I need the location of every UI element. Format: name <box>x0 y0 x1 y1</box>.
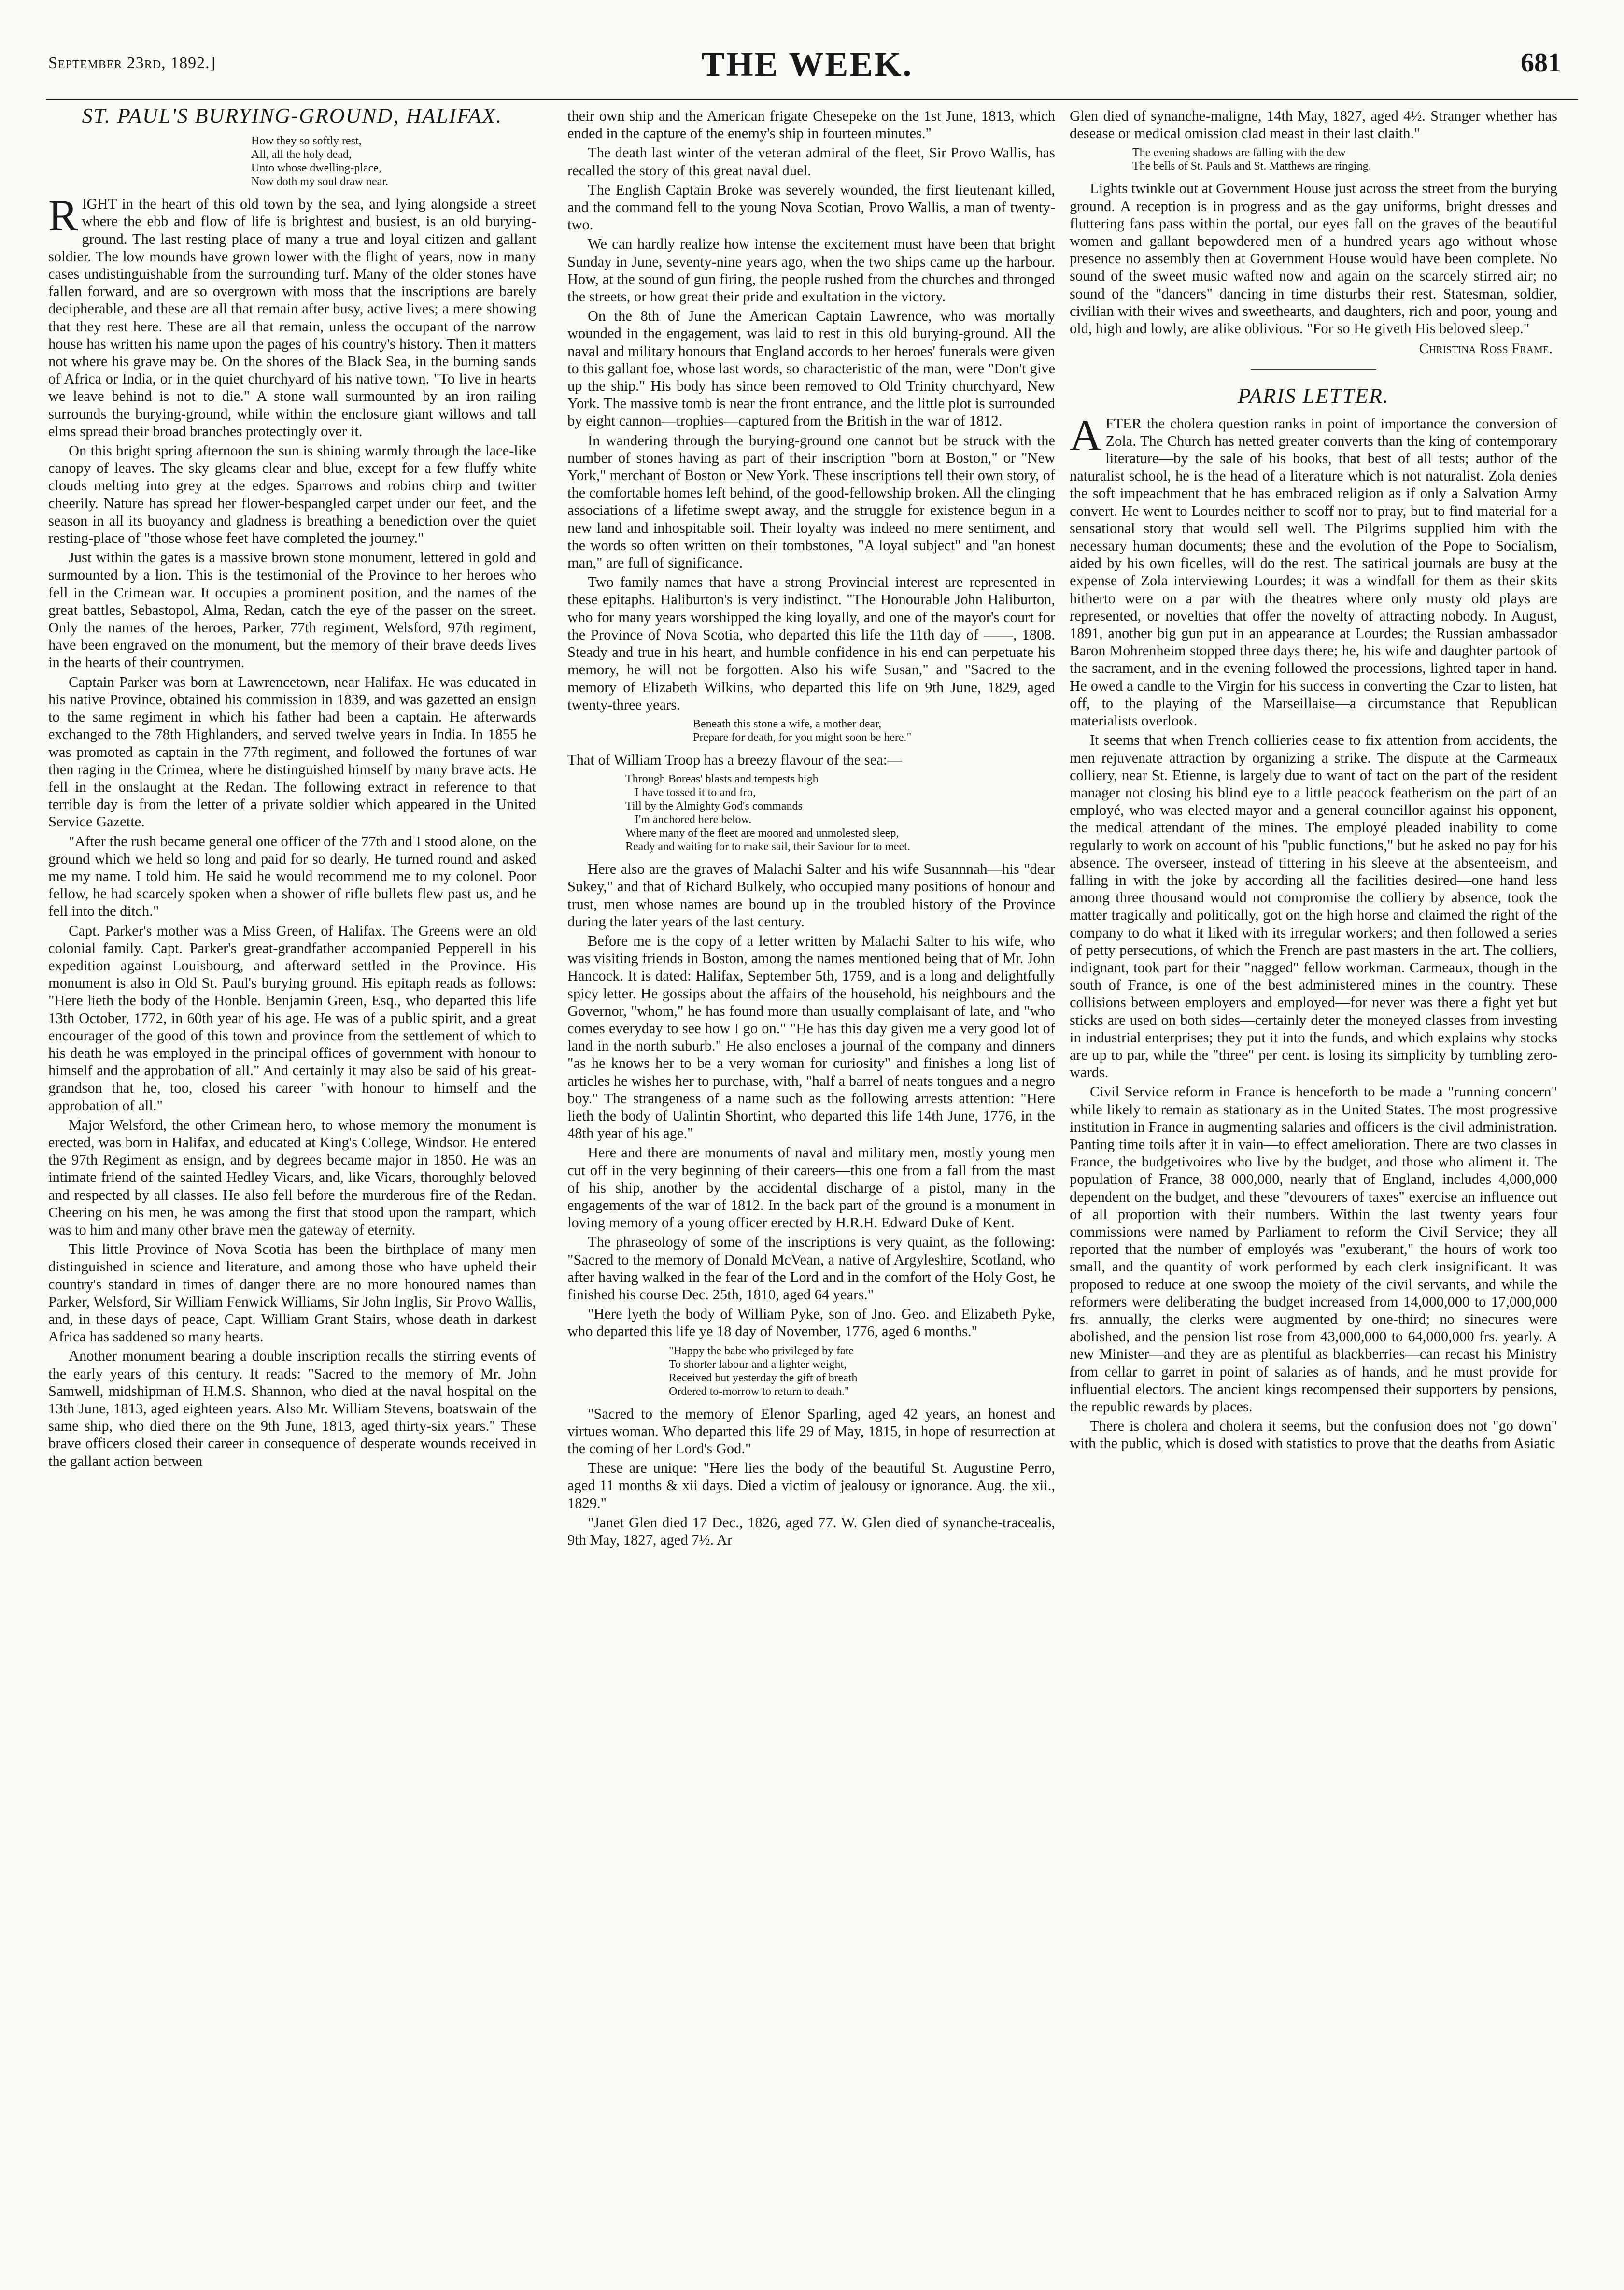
article-title: ST. PAUL'S BURYING-GROUND, HALIFAX. <box>82 107 503 128</box>
paragraph: The phraseology of some of the inscriptions is very quaint, as the following: "Sacred to the memory of Donald McVean, a native of Argyleshire, Scotland, who after having walked in the fear of the Lord and in the comfort of the Holy Gost, he finished his course Dec. 25th, 1810, aged 64 years." <box>567 1234 1055 1303</box>
paragraph: Just within the gates is a massive brown stone monument, lettered in gold and surmounted by a lion. This is the testimonial of the Province to her heroes who fell in the Crimean war. It occupies a prominent position, and the names of the great battles, Sebastopol, Alma, Redan, catch the eye of the passer on the street. Only the names of the heroes, Parker, 77th regiment, Welsford, 97th regiment, have been engraved on the monument, but the memory of their brave deeds lives in the hearts of their countrymen. <box>48 549 536 671</box>
page-number: 681 <box>1521 48 1561 78</box>
paragraph: RIGHT in the heart of this old town by the sea, and lying alongside a street where the ebb and flow of life is brightest and busiest, is an old burying-ground. The last resting place of many a true and loyal citizen and gallant soldier. The low mounds have grown lower with the flight of years, now in many cases undistinguishable from the surrounding turf. Many of the older stones have fallen forward, and are so overgrown with moss that the inscriptions are barely decipherable, and these are all that remain after busy, active lives; a mere showing that they rest here. These are all that remain, unless the occupant of the narrow house has written his name upon the pages of his country's history. Then it matters not where his grave may be. On the shores of the Black Sea, in the burning sands of Africa or India, or in the quiet churchyard of his native town. "To live in hearts we leave behind is not to die." A stone wall surmounted by an iron railing surrounds the burying-ground, while within the enclosure giant willows and tall elms spread their broad branches protectingly over it. <box>48 191 536 440</box>
epitaph-verse <box>669 1344 1055 1398</box>
page-header <box>48 44 1566 102</box>
drop-cap: A <box>1070 410 1102 460</box>
masthead-title: THE WEEK. <box>701 45 913 84</box>
paragraph: Capt. Parker's mother was a Miss Green, of Halifax. The Greens were an old colonial family. Capt. Parker's great-grandfather accompanied Pepperell in his expedition against Louisbourg, and afterward settled in the Province. His monument is also in Old St. Paul's burying ground. His epitaph reads as follows: "Here lieth the body of the Honble. Benjamin Green, Esq., who departed this life 13th October, 1772, in 60th year of his age. He was of a public spirit, and a great encourager of the good of this town and province from the settlement of which to his death he was employed in the principal offices of government with honour to himself and the approbation of all." And certainly it may also be said of his great-grandson that he, too, closed his career "with honour to himself and the approbation of all." <box>48 922 536 1114</box>
paragraph: Here and there are monuments of naval and military men, mostly young men cut off in the very beginning of their careers—this one from a fall from the mast of his ship, another by the accidental discharge of a pistol, many in the engagements of the war of 1812. In the back part of the ground is a monument in loving memory of a young officer erected by H.R.H. Edward Duke of Kent. <box>567 1144 1055 1231</box>
verse-line: Where many of the fleet are moored and unmolested sleep, <box>625 827 899 840</box>
column-3 <box>1070 107 1557 2252</box>
paragraph: There is cholera and cholera it seems, but the confusion does not "go down" with the public, which is dosed with statistics to prove that the deaths from Asiatic <box>1070 1418 1557 1452</box>
verse-line: I have tossed it to and fro, <box>635 786 756 799</box>
verse-line: Ordered to-morrow to return to death." <box>669 1385 849 1398</box>
column-1 <box>48 107 536 2252</box>
paragraph: "Here lyeth the body of William Pyke, son of Jno. Geo. and Elizabeth Pyke, who departed this life ye 18 day of November, 1776, aged 6 months." <box>567 1306 1055 1340</box>
paragraph: The English Captain Broke was severely wounded, the first lieutenant killed, and the command fell to the young Nova Scotian, Provo Wallis, a man of twenty-two. <box>567 181 1055 233</box>
paragraph: Civil Service reform in France is henceforth to be made a "running concern" while likely to remain as stationary as in the United States. The most progressive institution in France in augmenting salaries and officers is the civil administration. Panting time toils after it in vain—to effect amelioration. There are two classes in France, the budgetivoires who live by the budget, and those who aliment it. The population of France, 38 000,000, nearly that of England, includes 4,000,000 dependent on the budget, and these "devourers of taxes" exercise an influence out of all proportion with their numbers. Within the last twenty years four commissions were named by Parliament to reform the Civil Service; they all reported that the number of employés was "exuberant," the hours of work too small, and the quantity of work performed by each clerk insignificant. It was proposed to reduce at one swoop the moiety of the civil servants, and while the reformers were deliberating the budget increased from 14,000,000 to 17,000,000 frs. annually, the clerks were augmented by one-third; no sinecures were abolished, and the pension list rose from 43,000,000 to 64,000,000 frs. yearly. A new Minister—and they are as plentiful as blackberries—can recast his Ministry from cellar to garret in point of salaries as of hands, and he must provide for influential electors. The ancient kings recompensed their supporters by pensions, the republic rewards by places. <box>1070 1083 1557 1415</box>
verse-line: Beneath this stone a wife, a mother dear, <box>693 717 882 730</box>
verse-line: Ready and waiting for to make sail, their Saviour for to meet. <box>625 840 910 853</box>
paragraph: Captain Parker was born at Lawrencetown, near Halifax. He was educated in his native Province, obtained his commission in 1839, and was gazetted an ensign to the same regiment in which his father had been a captain. He afterwards exchanged to the 78th Highlanders, and served twelve years in India. In 1855 he was promoted as captain in the 77th regiment, and followed the fortunes of war then raging in the Crimea, where he distinguished himself by many brave acts. He fell in the onslaught at the Redan. The following extract in reference to that terrible day is from the letter of a private soldier which appeared in the United Service Gazette. <box>48 673 536 830</box>
verse-line: The evening shadows are falling with the dew <box>1132 146 1346 159</box>
issue-date: September 23rd, 1892.] <box>48 54 216 72</box>
paragraph: "After the rush became general one officer of the 77th and I stood alone, on the ground which we held so long and paid for so dearly. He turned round and asked me my name. I told him. He said he would recommend me to my colonel. Poor fellow, he had scarcely spoken when a shower of rifle bullets flew past us, and he fell into the ditch." <box>48 833 536 920</box>
paragraph: On the 8th of June the American Captain Lawrence, who was mortally wounded in the engagement, was laid to rest in this old burying-ground. All the naval and military honours that England accords to her heroes' funerals were given to this gallant foe, whose last words, so characteristic of the man, were "Don't give up the ship." His body has since been removed to Old Trinity churchyard, New York. The massive tomb is near the front entrance, and the little plot is surrounded by eight cannon—trophies—captured from the British in the war of 1812. <box>567 308 1055 429</box>
epitaph-verse <box>693 717 1055 744</box>
paragraph: In wandering through the burying-ground one cannot but be struck with the number of stones having as part of their inscription "born at Boston," or "New York," merchant of Boston or New York. These inscriptions tell their own story, of the comfortable homes left behind, of the good-fellowship broken. All the clinging associations of a lifetime swept away, and the struggle for existence begun in a new land and inhospitable soil. Their loyalty was indeed no mere sentiment, and the words so often written on their tombstones, "A loyal subject" and "an honest man," are full of significance. <box>567 432 1055 571</box>
verse-line: Received but yesterday the gift of breath <box>669 1371 858 1384</box>
paragraph: That of William Troop has a breezy flavour of the sea:— <box>567 751 902 768</box>
paragraph: Two family names that have a strong Provincial interest are represented in these epitaphs. Haliburton's is very indistinct. "The Honourable John Haliburton, who for many years worshipped the king loyally, and one of the mayor's court for the Province of Nova Scotia, who departed this life the 11th day of ——, 1808. Steady and true in his heart, and humble confidence in his end can perpetuate his memory, he will not be forgotten. Also his wife Susan," and "Sacred to the memory of Elizabeth Wilkins, who departed this life on 9th June, 1829, aged twenty-three years. <box>567 574 1055 713</box>
author-signature: Christina Ross Frame. <box>1419 341 1553 357</box>
article-separator <box>1251 369 1376 370</box>
paragraph: We can hardly realize how intense the excitement must have been that bright Sunday in June, seventy-nine years ago, when the two ships came up the harbour. How, at the sound of gun firing, the people rushed from the churches and thronged the streets, or how great their pride and exultation in the victory. <box>567 236 1055 305</box>
paragraph: This little Province of Nova Scotia has been the birthplace of many men distinguished in science and literature, and among those who have upheld their country's standard in times of danger there are no more honoured names than Parker, Welsford, Sir William Fenwick Williams, Sir John Inglis, Sir Provo Wallis, and, in these days of peace, Capt. William Grant Stairs, whose death in darkest Africa has saddened so many hearts. <box>48 1241 536 1345</box>
drop-cap: R <box>48 191 78 241</box>
paragraph: Glen died of synanche-maligne, 14th May, 1827, aged 4½. Stranger whether has desease or medical omission clad meast in their last claith." <box>1070 108 1557 142</box>
paragraph: "Janet Glen died 17 Dec., 1826, aged 77. W. Glen died of synanche-tracealis, 9th May, 1827, aged 7½. Ar <box>567 1514 1055 1549</box>
paragraph: These are unique: "Here lies the body of the beautiful St. Augustine Perro, aged 11 months & xii days. Died a victim of jealousy or ignorance. Aug. the xii., 1829." <box>567 1460 1055 1511</box>
paragraph: their own ship and the American frigate Chesepeke on the 1st June, 1813, which ended in the capture of the enemy's ship in fourteen minutes." <box>567 108 1055 142</box>
paragraph: Lights twinkle out at Government House just across the street from the burying ground. A reception is in progress and as the gay uniforms, bright dresses and fluttering fans pass within the portal, our eyes fall on the graves of the beautiful women and gallant bepowdered men of a hundred years ago without whose presence no assembly then at Government House would have been complete. No sound of the sweet music wafted now and again on the scarcely stirred air; no sound of the "dancers" dancing in time disturbs their rest. Statesman, soldier, civilian with their wives and sweethearts, and daughters, rich and poor, young and old, high and lowly, are alike oblivious. "For so He giveth His beloved sleep." <box>1070 180 1557 337</box>
header-rule <box>46 99 1578 100</box>
verse-line: Through Boreas' blasts and tempests high <box>625 773 819 786</box>
verse-line: The bells of St. Pauls and St. Matthews are ringing. <box>1132 160 1371 173</box>
epigraph-line: How they so softly rest, <box>251 135 362 148</box>
paragraph: Another monument bearing a double inscription recalls the stirring events of the early years of this century. It reads: "Sacred to the memory of Mr. John Samwell, midshipman of H.M.S. Shannon, who died at the naval hospital on the 13th June, 1813, aged eighteen years. Also Mr. William Stevens, boatswain of the same ship, who died there on the 9th June, 1813, aged thirty-six years." These brave officers closed their career in consequence of desperate wounds received in the gallant action between <box>48 1348 536 1469</box>
paragraph: Here also are the graves of Malachi Salter and his wife Susannnah—his "dear Sukey," and that of Richard Bulkely, who occupied many positions of honour and trust, men whose names are bound up in the troubled history of the Province during the later years of the last century. <box>567 861 1055 930</box>
column-2 <box>567 107 1055 2252</box>
article-title: PARIS LETTER. <box>1238 384 1389 408</box>
verse-line: To shorter labour and a lighter weight, <box>669 1358 847 1371</box>
epigraph-line: Unto whose dwelling-place, <box>251 162 381 175</box>
epigraph <box>251 134 536 188</box>
verse-line: "Happy the babe who privileged by fate <box>669 1344 854 1357</box>
epitaph-verse <box>625 772 1055 853</box>
verse-line: Prepare for death, for you might soon be here." <box>693 731 912 744</box>
epigraph-line: All, all the holy dead, <box>251 148 352 161</box>
paragraph: Before me is the copy of a letter written by Malachi Salter to his wife, who was visiting friends in Boston, among the names mentioned being that of Mr. John Hancock. It is dated: Halifax, September 5th, 1759, and is a long and delightfully spicy letter. He gossips about the affairs of the household, his neighbours and the Governor, "whom," he has found more than usually complaisant of late, and "who comes everyday to see how I go on." "He has this day given me a very good lot of land in the north suburb." He also encloses a journal of the company and dinners "as he knows her to be a very woman for curiosity" and finishes a long list of articles he wishes her to purchase, with, "half a barrel of neats tongues and a negro boy." The strangeness of a name such as the following arrests attention: "Here lieth the body of Ualintin Shortint, who departed this life 14th June, 1776, in the 48th year of his age." <box>567 932 1055 1142</box>
paragraph: AFTER the cholera question ranks in point of importance the conversion of Zola. The Church has netted greater converts than the king of contemporary literature—by the sale of his books, that best of all tests; author of the naturalist school, he is the head of a literature which is not naturalist. Zola denies the soft impeachment that he has embraced religion as if only a Salvation Army convert. He went to Lourdes neither to scoff nor to pray, but to find material for a sensational story that would sell well. The Pilgrims supplied him with the necessary human documents; these and the evolution of the Pope to Socialism, aided by his own ficelles, will do the rest. The satirical journals are busy at the expense of Zola interviewing Lourdes; it was a windfall for them as their skits hitherto were on a par with the theatres where only musty old plays are represented, or novelties that offer the novelty of attracting nobody. In August, 1891, another big gun put in an appearance at Lourdes; the Russian ambassador Baron Mohrenheim stopped three days there; he, his wife and daughter partook of the sacrament, and in the evening followed the processions, lighted taper in hand. He owed a candle to the Virgin for his success in converting the Czar to listen, hat off, to the playing of the Marseillaise—a circumstance that Republican materialists overlook. <box>1070 410 1557 729</box>
paragraph: On this bright spring afternoon the sun is shining warmly through the lace-like canopy of leaves. The sky gleams clear and blue, except for a few fluffy white clouds melting into grey at the edges. Sparrows and robins chirp and twitter cheerily. Nature has spread her flower-bespangled carpet under our feet, and the season in all its buoyancy and gladness is breathing a benediction over the quiet resting-place of "those whose feet have completed the journey." <box>48 442 536 547</box>
paragraph: Major Welsford, the other Crimean hero, to whose memory the monument is erected, was born in Halifax, and educated at King's College, Windsor. He entered the 97th Regiment as ensign, and by degrees became major in 1850. He was an intimate friend of the sainted Hedley Vicars, and, like Vicars, thoroughly beloved and respected by all classes. He also fell before the murderous fire of the Redan. Cheering on his men, he was among the first that stood upon the rampart, which was to him and many other brave men the gateway of eternity. <box>48 1116 536 1238</box>
paragraph: "Sacred to the memory of Elenor Sparling, aged 42 years, an honest and virtues woman. Who departed this life 29 of May, 1815, in hope of resurrection at the coming of her Lord's God." <box>567 1405 1055 1457</box>
paragraph: The death last winter of the veteran admiral of the fleet, Sir Provo Wallis, has recalled the story of this great naval duel. <box>567 144 1055 179</box>
verse-line: I'm anchored here below. <box>635 813 752 826</box>
paragraph: It seems that when French collieries cease to fix attention from accidents, the men rejuvenate attraction by organizing a strike. The dispute at the Carmeaux colliery, near St. Etienne, is largely due to want of tact on the part of the resident manager not closing his blind eye to a little peacock featherism on the part of an employé, who was elected mayor and a general councillor against his opponent, the medical attendant of the mines. The employé pleaded inability to come regularly to work on account of his "public functions," but he asked no pay for his absence. The overseer, instead of tittering in his sleeve at the absenteeism, and falling in with the joke by according all the facilities desired—one hand less among three thousand would not compromise the colliery by absence, took the matter tragically and politically, got on the high horse and claimed the right of the company to do what it liked with its irregular workers; and then followed a series of petty persecutions, of which the French are past masters in the art. The colliers, indignant, took part for their "nagged" fellow workman. Carmeaux, though in the south of France, is one of the best administered mines in the country. These collisions between employers and employed—for never was there a fight yet but sticks are used on both sides—certainly deter the moneyed classes from investing in industrial enterprises; they put it into the funds, and which explains why stocks are up to par, while the "three" per cent. is losing its simplicity by tumbling zero-wards. <box>1070 732 1557 1081</box>
epigraph-line: Now doth my soul draw near. <box>251 175 388 188</box>
verse-line: Till by the Almighty God's commands <box>625 800 803 813</box>
closing-verse <box>1132 146 1557 173</box>
